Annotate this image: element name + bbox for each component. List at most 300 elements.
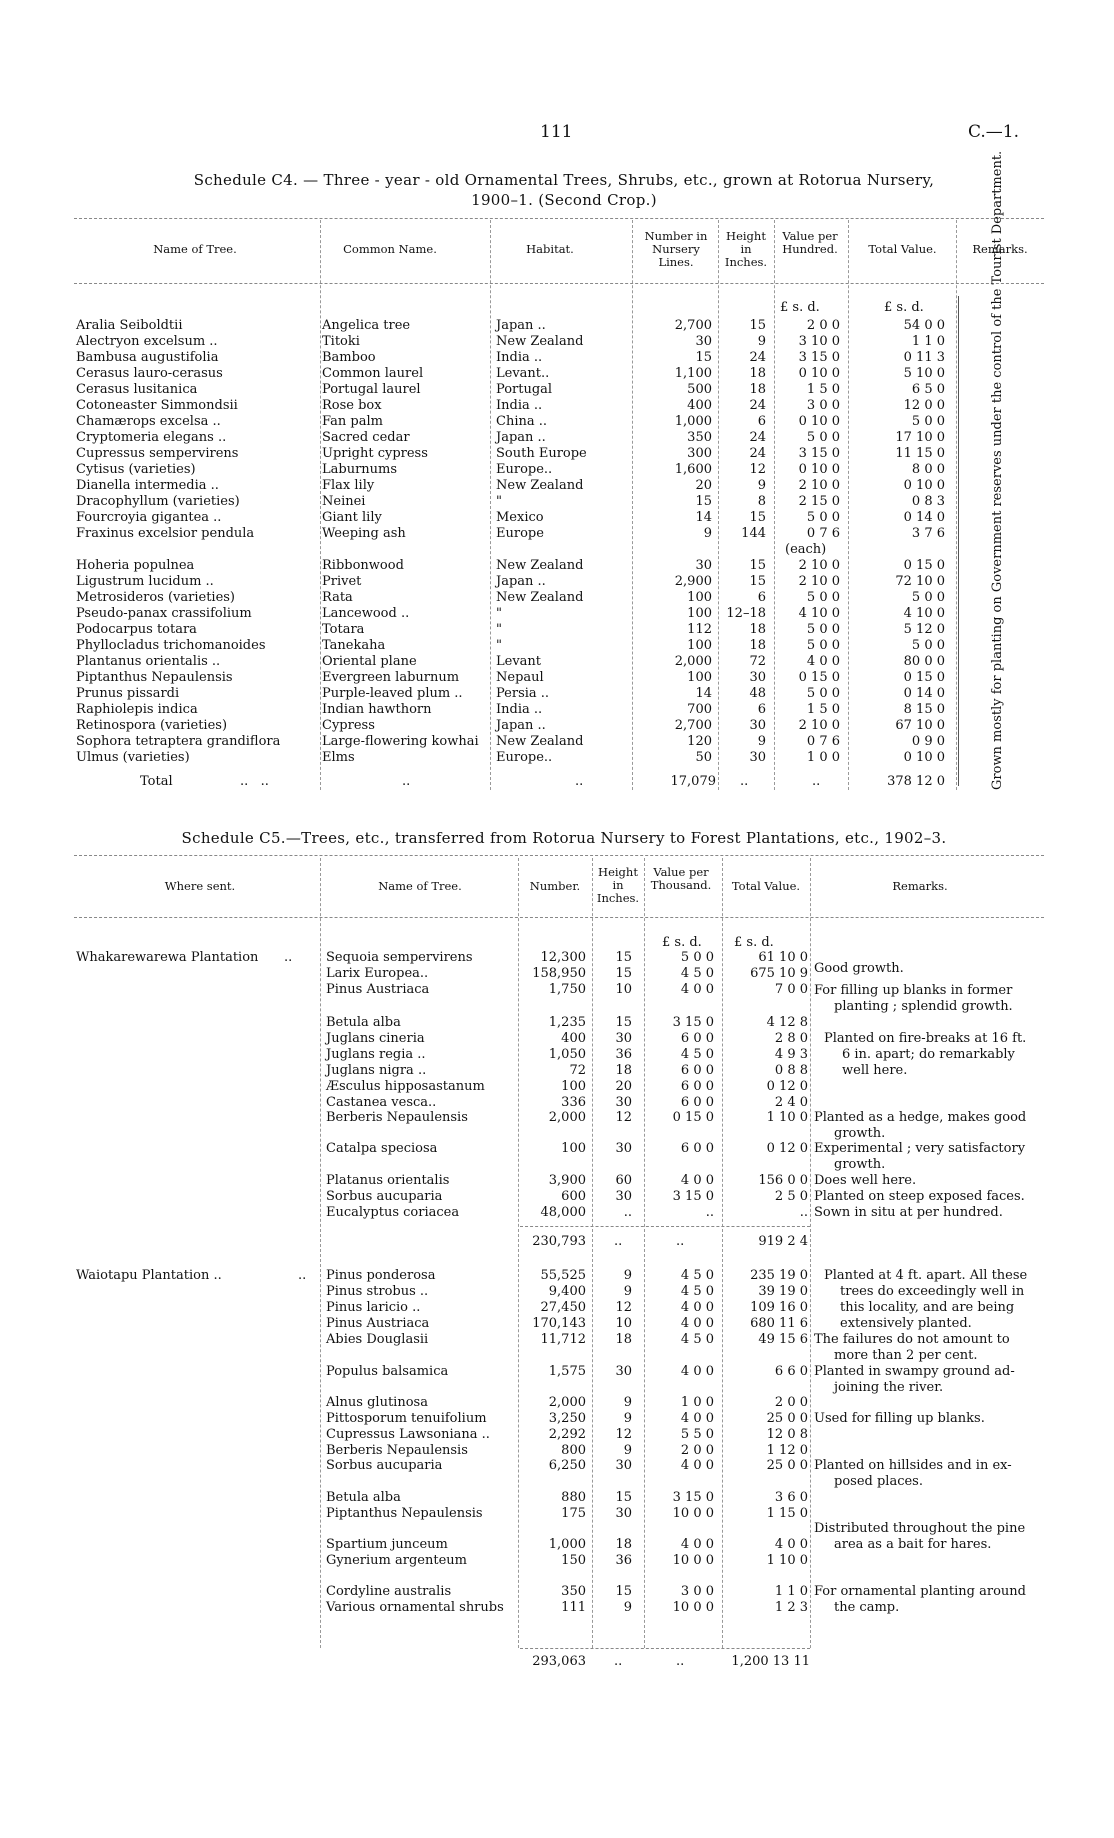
schedule2-col-value: Value per Thousand.: [650, 865, 712, 892]
total-value: 0 11 3: [903, 350, 945, 365]
total-value: 12 0 0: [903, 398, 945, 413]
total-value: 0 9 0: [911, 734, 945, 749]
common-name: Purple-leaved plum ..: [322, 686, 463, 701]
total-value: 17 10 0: [895, 430, 945, 445]
tree-name: Pseudo-panax crassifolium: [76, 606, 252, 621]
height-inches: 18: [749, 382, 766, 397]
total-value: 4 12 8: [766, 1015, 808, 1030]
remark-hares-b: area as a bait for hares.: [834, 1537, 992, 1552]
tree-name: Juglans regia ..: [326, 1047, 426, 1062]
value-per-hundred: 5 0 0: [806, 590, 840, 605]
tree-number: 600: [561, 1189, 586, 1204]
total-value: 11 15 0: [895, 446, 945, 461]
tree-number: 1,000: [548, 1537, 586, 1552]
total-value: 8 0 0: [911, 462, 945, 477]
habitat: Mexico: [496, 510, 544, 525]
habitat: New Zealand: [496, 734, 584, 749]
remark-firebreaks-b: 6 in. apart; do remarkably: [842, 1047, 1015, 1062]
tree-name: Sorbus aucuparia: [326, 1458, 443, 1473]
value-per-hundred: 5 0 0: [806, 638, 840, 653]
tree-name: Various ornamental shrubs: [326, 1600, 504, 1615]
tree-name: Cerasus lauro-cerasus: [76, 366, 223, 381]
tree-number: 2,292: [548, 1427, 586, 1442]
tree-name: Alnus glutinosa: [326, 1395, 428, 1410]
habitat: New Zealand: [496, 478, 584, 493]
habitat: India ..: [496, 350, 543, 365]
nursery-number: 1,000: [674, 414, 712, 429]
height-inches: 9: [757, 734, 766, 749]
tree-number: 48,000: [540, 1205, 586, 1220]
value-per-thousand: 1 0 0: [680, 1395, 714, 1410]
tree-name: Aralia Seiboldtii: [76, 318, 183, 333]
total-value: 2 5 0: [774, 1189, 808, 1204]
remark-filling-blanks: Used for filling up blanks.: [814, 1411, 985, 1426]
value-per-thousand: ..: [705, 1205, 714, 1220]
total-value: 4 9 3: [774, 1047, 808, 1062]
total-value: 1 10 0: [766, 1553, 808, 1568]
tree-number: 2,000: [548, 1110, 586, 1125]
total-value: 1 15 0: [766, 1506, 808, 1521]
schedule1-col-common: Common Name.: [343, 242, 437, 256]
tree-name: Raphiolepis indica: [76, 702, 198, 717]
tree-name: Abies Douglasii: [326, 1332, 429, 1347]
schedule2-col-name: Name of Tree.: [378, 879, 462, 893]
total-value: 67 10 0: [895, 718, 945, 733]
habitat: ": [496, 622, 502, 637]
height-inches: 15: [749, 558, 766, 573]
total-value: 675 10 9: [750, 966, 808, 981]
common-name: Sacred cedar: [322, 430, 410, 445]
tree-name: Æsculus hipposastanum: [326, 1079, 485, 1094]
height-inches: 15: [615, 1584, 632, 1599]
nursery-number: 100: [687, 590, 712, 605]
remark-filling-a: For filling up blanks in former: [814, 983, 1013, 998]
schedule2-col-number: Number.: [529, 879, 581, 893]
habitat: New Zealand: [496, 558, 584, 573]
height-inches: 30: [749, 670, 766, 685]
height-inches: 12: [615, 1300, 632, 1315]
schedule1-lsd-header-total: £ s. d.: [884, 300, 924, 315]
total-value: 4 0 0: [774, 1537, 808, 1552]
tree-name: Fourcroyia gigantea ..: [76, 510, 222, 525]
schedule1-col-habitat: Habitat.: [526, 242, 574, 256]
remark-4ft-c: this locality, and are being: [840, 1300, 1015, 1315]
remark-4ft-a: Planted at 4 ft. apart. All these: [824, 1268, 1028, 1283]
value-per-hundred: 5 0 0: [806, 510, 840, 525]
value-per-hundred: 4 10 0: [798, 606, 840, 621]
remark-4ft-b: trees do exceedingly well in: [840, 1284, 1025, 1299]
schedule1-total-label: Total: [140, 774, 173, 789]
tree-number: 1,750: [548, 982, 586, 997]
value-per-hundred: 0 10 0: [798, 366, 840, 381]
common-name: Large-flowering kowhai: [322, 734, 479, 749]
tree-number: 6,250: [548, 1458, 586, 1473]
schedule1-total-number: 17,079: [670, 774, 716, 789]
nursery-number: 30: [695, 558, 712, 573]
total-value: 4 10 0: [903, 606, 945, 621]
value-per-hundred: 1 0 0: [806, 750, 840, 765]
common-name: Titoki: [322, 334, 360, 349]
total-dots-1: ..: [614, 1654, 623, 1669]
height-inches: 24: [749, 446, 766, 461]
common-name: Common laurel: [322, 366, 424, 381]
tree-name: Pinus strobus ..: [326, 1284, 429, 1299]
common-name: Tanekaha: [322, 638, 386, 653]
common-name: Laburnums: [322, 462, 398, 477]
schedule2-col-height: Height in Inches.: [596, 865, 640, 905]
nursery-number: 120: [687, 734, 712, 749]
habitat: India ..: [496, 398, 543, 413]
value-per-thousand: 3 0 0: [680, 1584, 714, 1599]
height-inches: 6: [757, 590, 766, 605]
tree-number: 1,235: [548, 1015, 586, 1030]
total-value: 5 0 0: [911, 414, 945, 429]
height-inches: 6: [757, 702, 766, 717]
total-value: 1 10 0: [766, 1110, 808, 1125]
remark-camp-b: the camp.: [834, 1600, 900, 1615]
value-per-hundred: 0 10 0: [798, 414, 840, 429]
tree-number: 400: [561, 1031, 586, 1046]
height-inches: 30: [615, 1506, 632, 1521]
schedule2-header-rule-bottom: [74, 917, 1044, 918]
nursery-number: 500: [687, 382, 712, 397]
nursery-number: 50: [695, 750, 712, 765]
tree-name: Hoheria populnea: [76, 558, 195, 573]
height-inches: 18: [749, 638, 766, 653]
habitat: ": [496, 606, 502, 621]
habitat: Japan ..: [496, 318, 546, 333]
schedule2-col-divider: [518, 858, 519, 1648]
height-inches: 18: [749, 366, 766, 381]
total-value: 0 14 0: [903, 510, 945, 525]
tree-name: Juglans nigra ..: [326, 1063, 427, 1078]
habitat: Levant..: [496, 366, 550, 381]
height-inches: 15: [615, 950, 632, 965]
schedule2-col-remarks: Remarks.: [892, 879, 948, 893]
tree-name: Piptanthus Nepaulensis: [326, 1506, 483, 1521]
value-per-thousand: 3 15 0: [672, 1189, 714, 1204]
page-number: 111: [540, 122, 573, 142]
total-value: 0 15 0: [903, 558, 945, 573]
schedule1-remark: Grown mostly for planting on Government reserves under the control of the Tourist Department.: [990, 150, 1005, 790]
habitat: India ..: [496, 702, 543, 717]
habitat: New Zealand: [496, 590, 584, 605]
tree-number: 3,250: [548, 1411, 586, 1426]
common-name: Privet: [322, 574, 362, 589]
schedule1-col-divider: [848, 220, 849, 790]
schedule2-where-2: Waiotapu Plantation ..: [76, 1268, 222, 1283]
tree-number: 111: [561, 1600, 586, 1615]
common-name: Weeping ash: [322, 526, 406, 541]
total-value: 1 1 0: [911, 334, 945, 349]
total-value: 156 0 0: [758, 1173, 808, 1188]
tree-name: Fraxinus excelsior pendula: [76, 526, 255, 541]
total-value: 61 10 0: [758, 950, 808, 965]
height-inches: 12: [615, 1110, 632, 1125]
value-per-thousand: 6 0 0: [680, 1031, 714, 1046]
tree-name: Ulmus (varieties): [76, 750, 190, 765]
tree-name: Cupressus Lawsoniana ..: [326, 1427, 490, 1442]
height-inches: 12: [749, 462, 766, 477]
tree-number: 2,000: [548, 1395, 586, 1410]
schedule1-col-number: Number in Nursery Lines.: [644, 229, 708, 269]
schedule2-lsd-header-value: £ s. d.: [662, 935, 702, 950]
tree-number: 350: [561, 1584, 586, 1599]
total-value: 25 0 0: [766, 1411, 808, 1426]
value-per-hundred: 3 0 0: [806, 398, 840, 413]
tree-name: Cupressus sempervirens: [76, 446, 239, 461]
common-name: Cypress: [322, 718, 375, 733]
height-inches: 15: [749, 510, 766, 525]
height-inches: 18: [615, 1537, 632, 1552]
nursery-number: 112: [687, 622, 712, 637]
schedule1-total-dots: .. ..: [240, 774, 269, 789]
habitat: Levant: [496, 654, 542, 669]
total-value: 6 6 0: [774, 1364, 808, 1379]
schedule1-col-divider: [490, 220, 491, 790]
schedule2-col-where: Where sent.: [164, 879, 236, 893]
subtotal-dots-2: ..: [676, 1234, 685, 1249]
remark-camp-a: For ornamental planting around: [814, 1584, 1026, 1599]
schedule1-header-rule-bottom: [74, 283, 1044, 284]
schedule1-title-line1: Schedule C4. — Three - year - old Ornamental Trees, Shrubs, etc., grown at Rotorua Nursery,: [193, 171, 935, 189]
value-per-hundred: 3 15 0: [798, 350, 840, 365]
common-name: Neinei: [322, 494, 366, 509]
tree-name: Catalpa speciosa: [326, 1141, 438, 1156]
value-per-thousand: 10 0 0: [672, 1600, 714, 1615]
tree-name: Cerasus lusitanica: [76, 382, 198, 397]
total-value: 2 8 0: [774, 1031, 808, 1046]
value-per-hundred: 0 7 6: [806, 734, 840, 749]
value-per-thousand: 4 5 0: [680, 1332, 714, 1347]
height-inches: 6: [757, 414, 766, 429]
tree-name: Platanus orientalis: [326, 1173, 450, 1188]
height-inches: 15: [749, 574, 766, 589]
habitat: Portugal: [496, 382, 553, 397]
value-per-hundred: 0 7 6: [806, 526, 840, 541]
tree-name: Retinospora (varieties): [76, 718, 228, 733]
schedule2-lsd-header-total: £ s. d.: [734, 935, 774, 950]
tree-name: Sophora tetraptera grandiflora: [76, 734, 281, 749]
value-per-hundred: 2 15 0: [798, 494, 840, 509]
tree-name: Juglans cineria: [326, 1031, 425, 1046]
tree-number: 55,525: [540, 1268, 586, 1283]
common-name: Flax lily: [322, 478, 375, 493]
total-value: 49 15 6: [758, 1332, 808, 1347]
schedule1-col-total: Total Value.: [868, 242, 937, 256]
height-inches: 18: [749, 622, 766, 637]
tree-name: Castanea vesca..: [326, 1095, 437, 1110]
tree-name: Cytisus (varieties): [76, 462, 196, 477]
tree-name: Dracophyllum (varieties): [76, 494, 240, 509]
height-inches: 30: [615, 1031, 632, 1046]
height-inches: 12: [615, 1427, 632, 1442]
value-per-hundred: 0 10 0: [798, 462, 840, 477]
value-per-thousand: 6 0 0: [680, 1063, 714, 1078]
value-per-hundred: 5 0 0: [806, 430, 840, 445]
height-inches: 30: [749, 750, 766, 765]
nursery-number: 15: [695, 350, 712, 365]
value-per-thousand: 4 5 0: [680, 966, 714, 981]
tree-number: 175: [561, 1506, 586, 1521]
total-value: 0 12 0: [766, 1079, 808, 1094]
tree-name: Dianella intermedia ..: [76, 478, 219, 493]
nursery-number: 30: [695, 334, 712, 349]
total-value: 5 10 0: [903, 366, 945, 381]
height-inches: 30: [615, 1095, 632, 1110]
remark-firebreaks-c: well here.: [842, 1063, 908, 1078]
schedule2-subtotal-rule: [520, 1226, 810, 1227]
schedule1-lsd-header-value: £ s. d.: [780, 300, 820, 315]
total-value: 235 19 0: [750, 1268, 808, 1283]
value-per-hundred: 1 5 0: [806, 382, 840, 397]
total-value: 12 0 8: [766, 1427, 808, 1442]
remark-hedge-b: growth.: [834, 1126, 886, 1141]
height-inches: 24: [749, 350, 766, 365]
value-per-thousand: 4 5 0: [680, 1284, 714, 1299]
schedule1-col-divider: [956, 220, 957, 790]
nursery-number: 700: [687, 702, 712, 717]
value-per-hundred: 1 5 0: [806, 702, 840, 717]
tree-number: 800: [561, 1443, 586, 1458]
height-inches: 9: [623, 1284, 632, 1299]
schedule1-total-dots2: ..: [402, 774, 411, 789]
height-inches: 144: [741, 526, 766, 541]
remark-4ft-d: extensively planted.: [840, 1316, 972, 1331]
total-value: 5 12 0: [903, 622, 945, 637]
schedule2-where-2-dots: ..: [298, 1268, 307, 1283]
tree-name: Populus balsamica: [326, 1364, 449, 1379]
remark-hedge-a: Planted as a hedge, makes good: [814, 1110, 1027, 1125]
subtotal-dots-1: ..: [614, 1234, 623, 1249]
tree-name: Ligustrum lucidum ..: [76, 574, 214, 589]
tree-number: 158,950: [532, 966, 586, 981]
value-per-thousand: 6 0 0: [680, 1079, 714, 1094]
total-value: 7 0 0: [774, 982, 808, 997]
tree-number: 72: [569, 1063, 586, 1078]
remark-does-well: Does well here.: [814, 1173, 917, 1188]
total-value: 54 0 0: [903, 318, 945, 333]
tree-number: 100: [561, 1141, 586, 1156]
nursery-number: 14: [695, 686, 712, 701]
schedule1-col-height: Height in Inches.: [724, 229, 768, 269]
tree-number: 9,400: [548, 1284, 586, 1299]
value-per-thousand: 4 5 0: [680, 1047, 714, 1062]
remark-hillsides-a: Planted on hillsides and in ex-: [814, 1458, 1012, 1473]
tree-name: Berberis Nepaulensis: [326, 1443, 468, 1458]
common-name: Rose box: [322, 398, 382, 413]
habitat: China ..: [496, 414, 547, 429]
nursery-number: 1,600: [674, 462, 712, 477]
nursery-number: 100: [687, 638, 712, 653]
value-per-thousand: 4 0 0: [680, 982, 714, 997]
nursery-number: 2,700: [674, 718, 712, 733]
height-inches: 9: [623, 1411, 632, 1426]
height-inches: 24: [749, 398, 766, 413]
schedule1-header-rule-top: [74, 218, 1044, 219]
value-per-hundred: 4 0 0: [806, 654, 840, 669]
height-inches: 15: [615, 966, 632, 981]
common-name: Rata: [322, 590, 353, 605]
remark-hillsides-b: posed places.: [834, 1474, 923, 1489]
total-value: 109 16 0: [750, 1300, 808, 1315]
schedule1-total-dots5: ..: [812, 774, 821, 789]
total-dots-2: ..: [676, 1654, 685, 1669]
tree-name: Betula alba: [326, 1015, 401, 1030]
value-per-thousand: 4 0 0: [680, 1537, 714, 1552]
schedule2-total-value: 1,200 13 11: [731, 1654, 810, 1669]
schedule2-subtotal-value: 919 2 4: [758, 1234, 808, 1249]
nursery-number: 2,000: [674, 654, 712, 669]
total-value: 3 6 0: [774, 1490, 808, 1505]
nursery-number: 14: [695, 510, 712, 525]
remark-steep-faces: Planted on steep exposed faces.: [814, 1189, 1025, 1204]
schedule1-col-remarks: Remarks.: [972, 242, 1028, 256]
value-per-thousand: 4 0 0: [680, 1411, 714, 1426]
height-inches: ..: [623, 1205, 632, 1220]
tree-name: Alectryon excelsum ..: [76, 334, 218, 349]
remark-experimental-b: growth.: [834, 1157, 886, 1172]
nursery-number: 350: [687, 430, 712, 445]
total-value: 0 15 0: [903, 670, 945, 685]
height-inches: 30: [615, 1458, 632, 1473]
tree-name: Pittosporum tenuifolium: [326, 1411, 487, 1426]
tree-name: Larix Europea..: [326, 966, 429, 981]
schedule1-col-value: Value per Hundred.: [782, 229, 838, 256]
tree-name: Metrosideros (varieties): [76, 590, 236, 605]
value-per-hundred: 2 10 0: [798, 574, 840, 589]
value-per-hundred: 2 0 0: [806, 318, 840, 333]
nursery-number: 2,900: [674, 574, 712, 589]
total-value: 1 12 0: [766, 1443, 808, 1458]
habitat: Europe..: [496, 750, 553, 765]
tree-name: Eucalyptus coriacea: [326, 1205, 460, 1220]
total-value: 5 0 0: [911, 590, 945, 605]
value-per-thousand: 10 0 0: [672, 1506, 714, 1521]
total-value: 0 14 0: [903, 686, 945, 701]
common-name: Elms: [322, 750, 355, 765]
height-inches: 30: [615, 1141, 632, 1156]
height-inches: 15: [615, 1490, 632, 1505]
remark-failures-a: The failures do not amount to: [814, 1332, 1010, 1347]
remark-good-growth: Good growth.: [814, 961, 904, 976]
height-inches: 15: [749, 318, 766, 333]
value-per-thousand: 5 0 0: [680, 950, 714, 965]
tree-name: Betula alba: [326, 1490, 401, 1505]
value-per-thousand: 0 15 0: [672, 1110, 714, 1125]
tree-name: Pinus Austriaca: [326, 982, 430, 997]
height-inches: 8: [757, 494, 766, 509]
remark-swampy-a: Planted in swampy ground ad-: [814, 1364, 1015, 1379]
total-value: 1 1 0: [774, 1584, 808, 1599]
height-inches: 20: [615, 1079, 632, 1094]
tree-number: 1,050: [548, 1047, 586, 1062]
habitat: Persia ..: [496, 686, 550, 701]
height-inches: 48: [749, 686, 766, 701]
schedule1-remarks-brace: [958, 296, 963, 786]
remark-experimental-a: Experimental ; very satisfactory: [814, 1141, 1026, 1156]
height-inches: 12–18: [726, 606, 766, 621]
schedule2-col-total: Total Value.: [731, 879, 801, 893]
value-per-hundred: 2 10 0: [798, 478, 840, 493]
habitat: Japan ..: [496, 574, 546, 589]
nursery-number: 15: [695, 494, 712, 509]
schedule2-total-rule: [520, 1648, 810, 1649]
total-value: 2 0 0: [774, 1395, 808, 1410]
total-value: 0 10 0: [903, 478, 945, 493]
common-name: Indian hawthorn: [322, 702, 432, 717]
habitat: South Europe: [496, 446, 587, 461]
